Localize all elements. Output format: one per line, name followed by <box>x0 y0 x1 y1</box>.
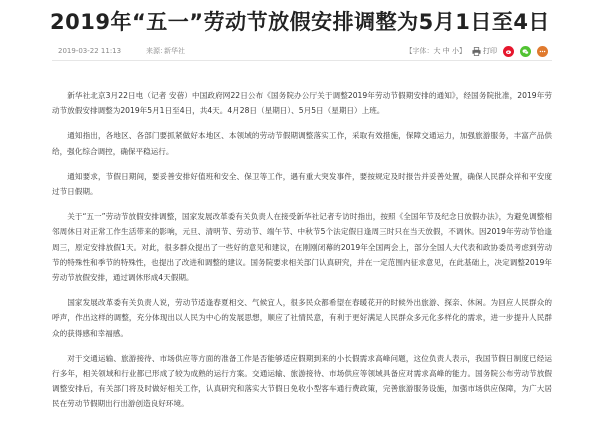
article-body <box>52 88 552 422</box>
source-label: 来源： <box>146 47 167 55</box>
paragraph-3: 通知要求，节假日期间，要妥善安排好值班和安全、保卫等工作，遇有重大突发事件，要按规定及时报告并妥善处置，确保人民群众祥和平安度过节日假期。 <box>52 171 552 197</box>
paragraph-1: 新华社北京3月22日电（记者 安蓓）中国政府网22日公布《国务院办公厅关于调整2019年劳动节假期安排的通知》，经国务院批准，2019年劳动节放假安排调整为2019年5月1日至4日，共4天。4月28日（星期日）、5月5日（星期日）上班。 <box>52 91 552 116</box>
paragraph-6: 对于交通运输、旅游接待、市场供应等方面的准备工作是否能够适应假期到来的小长假需求高峰问题，这位负责人表示，我国节假日制度已经运行多年，相关领域和行业都已形成了较为成熟的运行方案。交通运输、旅游接待、市场供应等领域具备应对需求高峰的能力。国务院公布劳动节放假调整安排后，有关部门将及时做好相关工作，认真研究和落实大节假日免收小型客车通行费政策，完善旅游服务设施，加强市场供应保障，为广大居民在劳动节假期出行出游创造良好环境。 <box>52 353 552 409</box>
wechat-icon[interactable] <box>520 46 531 57</box>
more-share-icon[interactable] <box>537 46 548 57</box>
print-button[interactable] <box>472 44 497 58</box>
print-label: 打印 <box>483 47 497 55</box>
article-tools <box>406 44 548 58</box>
font-medium-link[interactable]: 中 <box>442 47 450 55</box>
meta-divider <box>52 60 552 61</box>
article-title: 2019年“五一”劳动节放假安排调整为5月1日至4日 <box>50 10 550 34</box>
font-large-link[interactable]: 大 <box>433 47 441 55</box>
source-name: 新华社 <box>164 47 185 55</box>
font-small-link[interactable]: 小 <box>452 47 459 55</box>
paragraph-4: 关于“五一”劳动节放假安排调整，国家发展改革委有关负责人在接受新华社记者专访时指出，按照《全国年节及纪念日放假办法》，为避免调整相邻周休日对正常工作生活带来的影响，元旦、清明节、劳动节、端午节、中秋节5个法定假日逢周三时只在当天放假，不调休。因2019年劳动节恰逢周三，原定安排放假1天。对此，很多群众提出了一些好的意见和建议，在刚刚闭幕的2019年全国两会上，部分全国人大代表和政协委员考虑到劳动节的特殊性和季节的特殊性，也提出了改进和调整的建议。国务院要求相关部门认真研究，并在一定范围内征求意见，在此基础上，决定调整2019年劳动节放假安排，通过调休形成4天假期。 <box>52 212 552 283</box>
weibo-icon[interactable] <box>503 46 514 57</box>
article-meta-bar <box>58 44 548 58</box>
publish-date: 2019-03-22 11:13 <box>58 47 122 55</box>
paragraph-5: 国家发展改革委有关负责人说，劳动节适逢春夏相交、气候宜人，很多民众都希望在春暖花开的时候外出旅游、探亲、休闲。为回应人民群众的呼声，作出这样的调整，充分体现出以人民为中心的发展思想，顺应了社情民意，有利于更好满足人民群众多元化多样化的需求，进一步提升人民群众的获得感和幸福感。 <box>52 298 552 338</box>
print-icon <box>472 47 481 56</box>
font-size-control <box>406 44 466 58</box>
font-size-label: 【字体： <box>405 47 434 55</box>
paragraph-2: 通知指出，各地区、各部门要抓紧做好本地区、本领域的劳动节假期调整落实工作，采取有效措施，保障交通运力，加强旅游服务，丰富产品供给，强化综合调控，确保平稳运行。 <box>52 131 552 156</box>
font-size-close: 】 <box>459 47 466 55</box>
